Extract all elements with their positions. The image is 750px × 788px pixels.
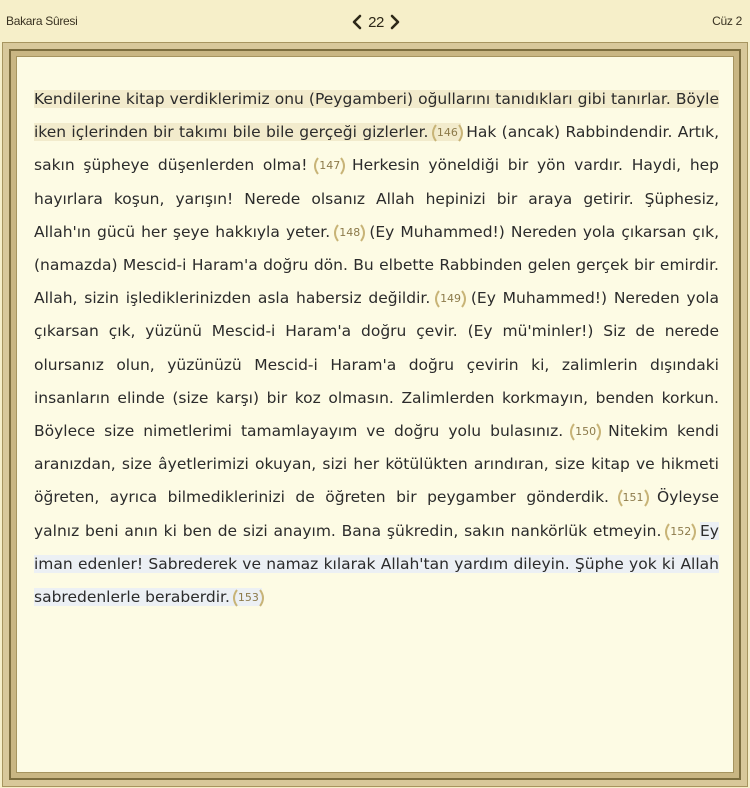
verse-text: Kendilerine kitap verdiklerimiz onu (Peygamberi) oğullarını tanıdıkları gibi tanırlar. Böyle iken içlerinden bir takımı bile bile gerçeği gizlerler. bbox=[34, 90, 719, 142]
ayah-number-marker: 148 bbox=[336, 226, 363, 240]
ayah-number-marker: 147 bbox=[316, 159, 343, 173]
page-frame-border bbox=[9, 49, 741, 780]
page-navigator bbox=[346, 9, 406, 35]
page-content bbox=[16, 56, 734, 773]
ayah-number-marker: 146 bbox=[434, 126, 461, 140]
verse-text: (Ey Muhammed!) Nereden yola çıkarsan çık, yüzünü Mescid-i Haram'a doğru çevir. (Ey mü'minler!) Siz de nerede olursanız olun, yüzünüzü Mescid-i Haram'a doğru çevirin ki, zalimlerin dışındaki insanların elinde (size karşı) bir koz olmasın. Zalimlerden korkmayın, benden korkun. Böylece size nimetlerimi tamamlayayım ve doğru yolu bulasınız. bbox=[34, 289, 719, 441]
verse-text: Hak (ancak) Rabbindendir. Artık, sakın şüpheye düşenlerden olma! bbox=[34, 123, 720, 175]
verse-text: Öyleyse yalnız beni anın ki ben de sizi anayım. Bana şükredin, sakın nankörlük etmeyin. bbox=[34, 488, 719, 540]
chevron-left-icon[interactable] bbox=[348, 11, 364, 33]
ayah-number-marker: 150 bbox=[572, 425, 599, 439]
ayah-number-marker: 149 bbox=[437, 292, 464, 306]
verse-text: Ey iman edenler! Sabrederek ve namaz kılarak Allah'tan yardım dileyin. Şüphe yok ki Allah sabredenlerle beraberdir. bbox=[34, 521, 719, 607]
verse-text: Nitekim kendi aranızdan, size âyetlerimizi okuyan, sizi her kötülükten arındıran, size kitap ve hikmeti öğreten, ayrıca bilmediklerinizi de öğreten bir peygamber gönderdik. bbox=[34, 422, 719, 507]
verse-text: Herkesin yöneldiği bir yön vardır. Haydi, hep hayırlara koşun, yarışın! Nerede olsanız Allah hepinizi bir araya getirir. Şüphesiz, Allah'ın gücü her şeye hakkıyla yeter. bbox=[34, 156, 720, 241]
ayah-number-marker: 153 bbox=[235, 591, 262, 605]
verse-150[interactable] bbox=[34, 289, 719, 440]
ayah-ornament-icon bbox=[312, 156, 347, 176]
verse-text: (Ey Muhammed!) Nereden yola çıkarsan çık, (namazda) Mescid-i Haram'a doğru dön. Bu elbette Rabbinden gelen gerçek bir emirdir. Allah, sizin işlediklerinizden asla habersiz değildir. bbox=[34, 222, 719, 308]
ayah-ornament-icon bbox=[231, 588, 266, 608]
ayah-ornament-icon bbox=[332, 223, 367, 243]
ayah-ornament-icon bbox=[430, 123, 465, 143]
juz-label: Cüz 2 bbox=[712, 14, 742, 28]
ayah-ornament-icon bbox=[616, 488, 651, 508]
ayah-ornament-icon bbox=[433, 289, 468, 309]
ayah-number-marker: 151 bbox=[620, 491, 647, 505]
page-frame bbox=[2, 42, 748, 787]
chevron-right-icon[interactable] bbox=[388, 11, 404, 33]
ayah-ornament-icon bbox=[663, 522, 698, 542]
translation-text bbox=[34, 83, 719, 614]
ayah-ornament-icon bbox=[568, 422, 603, 442]
sura-name: Bakara Sûresi bbox=[6, 14, 78, 28]
ayah-number-marker: 152 bbox=[667, 525, 694, 539]
page-number: 22 bbox=[368, 13, 384, 31]
top-bar bbox=[0, 0, 750, 42]
